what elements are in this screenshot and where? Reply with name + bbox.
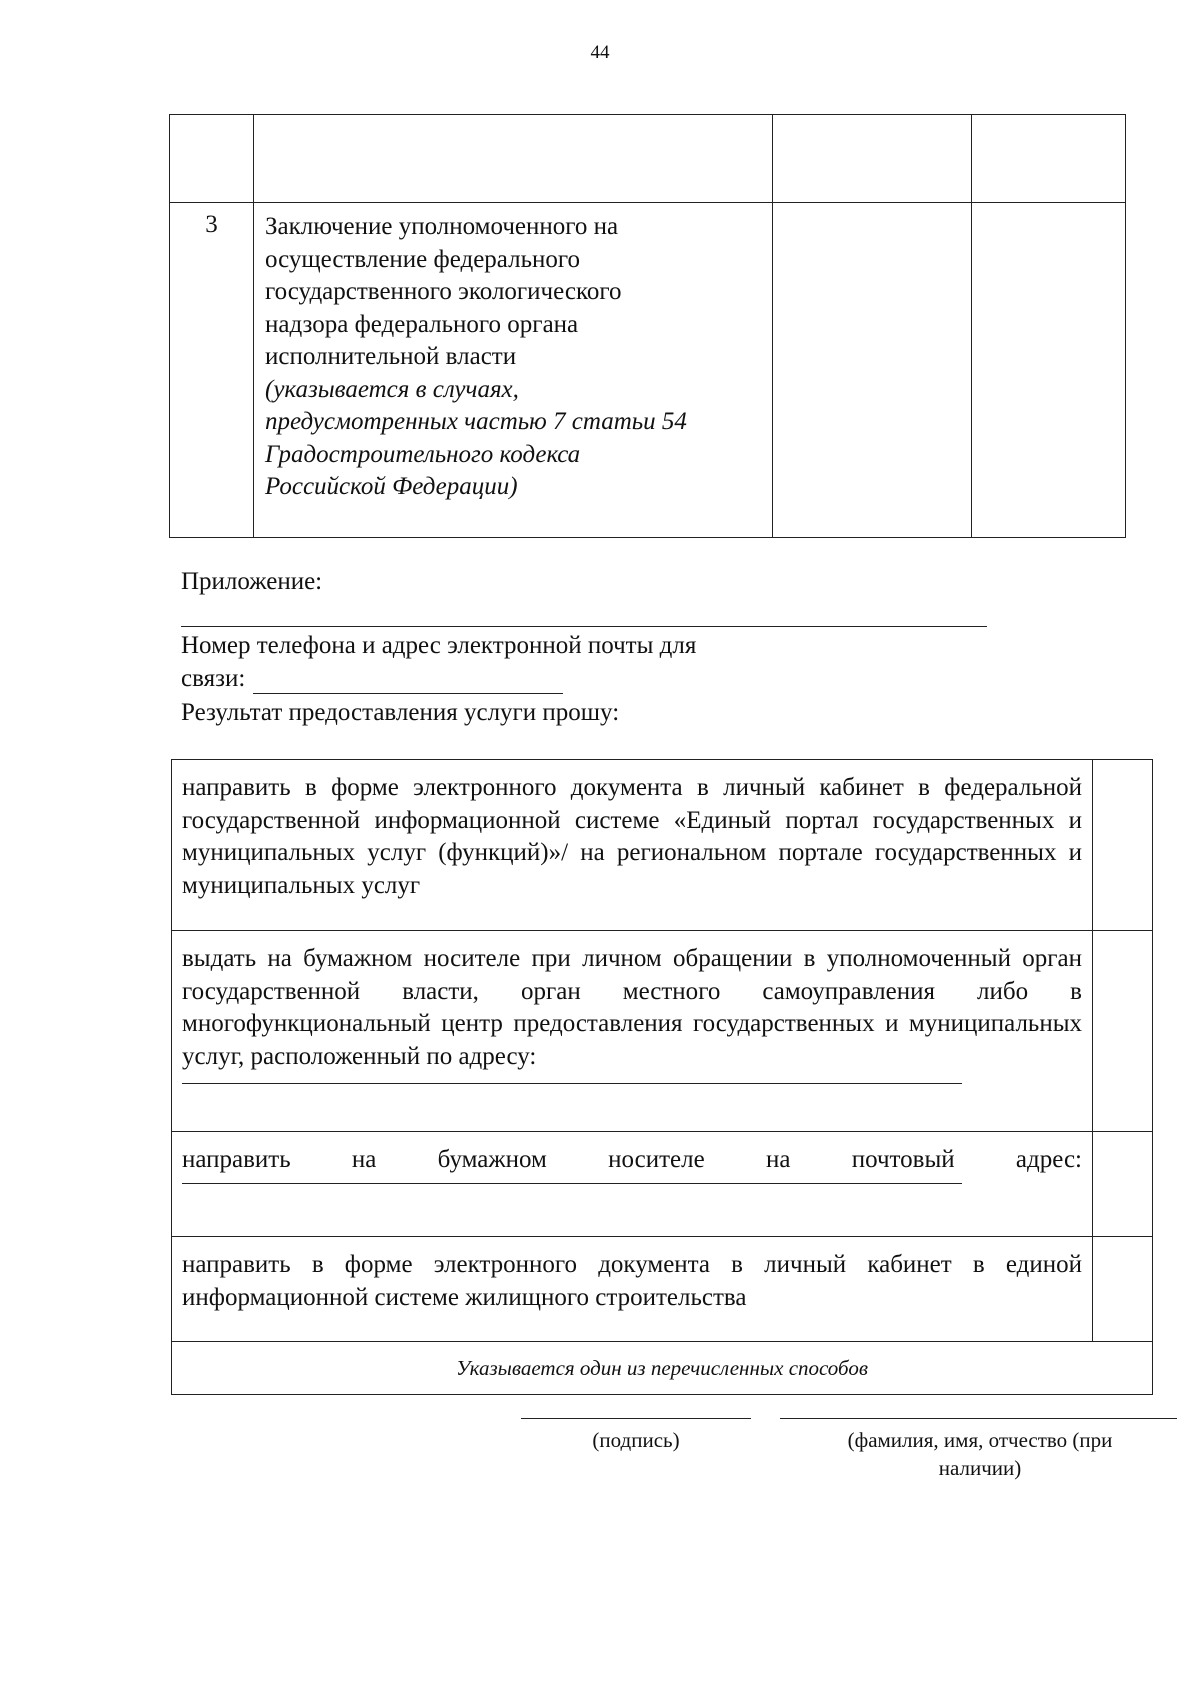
result-option-row [172, 931, 1153, 1132]
address-field[interactable] [182, 1083, 962, 1084]
table-row [170, 203, 1126, 538]
row-number: 3 [170, 203, 254, 538]
full-name-label: (фамилия, имя, отчество (при наличии) [847, 1428, 1113, 1480]
contact-label-line1: Номер телефона и адрес электронной почты для [181, 632, 697, 659]
result-options-table [171, 759, 1153, 1395]
attachment-field[interactable] [181, 626, 987, 627]
page-number: 44 [590, 42, 610, 63]
signature-label: (подпись) [592, 1428, 680, 1452]
contact-field[interactable] [253, 693, 563, 694]
contact-label-line2: связи: [181, 665, 246, 692]
option-checkbox-in-person[interactable] [1093, 931, 1153, 1132]
result-option-row [172, 1237, 1153, 1342]
empty-cell[interactable] [773, 203, 972, 538]
option-checkbox-portal[interactable] [1093, 760, 1153, 931]
option-text-portal: направить в форме электронного документа в личный кабинет в федеральной государственной информационной системе «Единый портал государственных и муниципальных услуг (функций)»/ на региональном портале государственных и муниципальных услуг [172, 760, 1093, 931]
result-note: Указывается один из перечисленных способов [172, 1342, 1153, 1395]
postal-address-field[interactable] [182, 1183, 962, 1184]
result-option-row [172, 760, 1153, 931]
result-note-row [172, 1342, 1153, 1395]
option-text-mail: направить на бумажном носителе на почтовый адрес: [172, 1132, 1093, 1237]
attachment-label: Приложение: [181, 568, 323, 595]
option-checkbox-mail[interactable] [1093, 1132, 1153, 1237]
result-option-row [172, 1132, 1153, 1237]
option-text-in-person: выдать на бумажном носителе при личном обращении в уполномоченный орган государственной власти, орган местного самоуправления либо в многофункциональный центр предоставления государственных и муниципальных услуг, расположенный по адресу: [172, 931, 1093, 1132]
signature-line[interactable] [521, 1418, 751, 1419]
result-label: Результат предоставления услуги прошу: [181, 699, 620, 726]
documents-table [169, 114, 1126, 538]
table-row [170, 115, 1126, 203]
option-checkbox-housing-system[interactable] [1093, 1237, 1153, 1342]
option-text-housing-system: направить в форме электронного документа в личный кабинет в единой информационной системе жилищного строительства [172, 1237, 1093, 1342]
row-description: Заключение уполномоченного на осуществление федерального государственного экологического надзора федерального органа исполнительной власти (указывается в случаях, предусмотренных частью 7 статьи 54 Градостроительного кодекса Российской Федерации) [254, 203, 773, 538]
empty-cell[interactable] [972, 203, 1126, 538]
full-name-line[interactable] [780, 1418, 1177, 1419]
